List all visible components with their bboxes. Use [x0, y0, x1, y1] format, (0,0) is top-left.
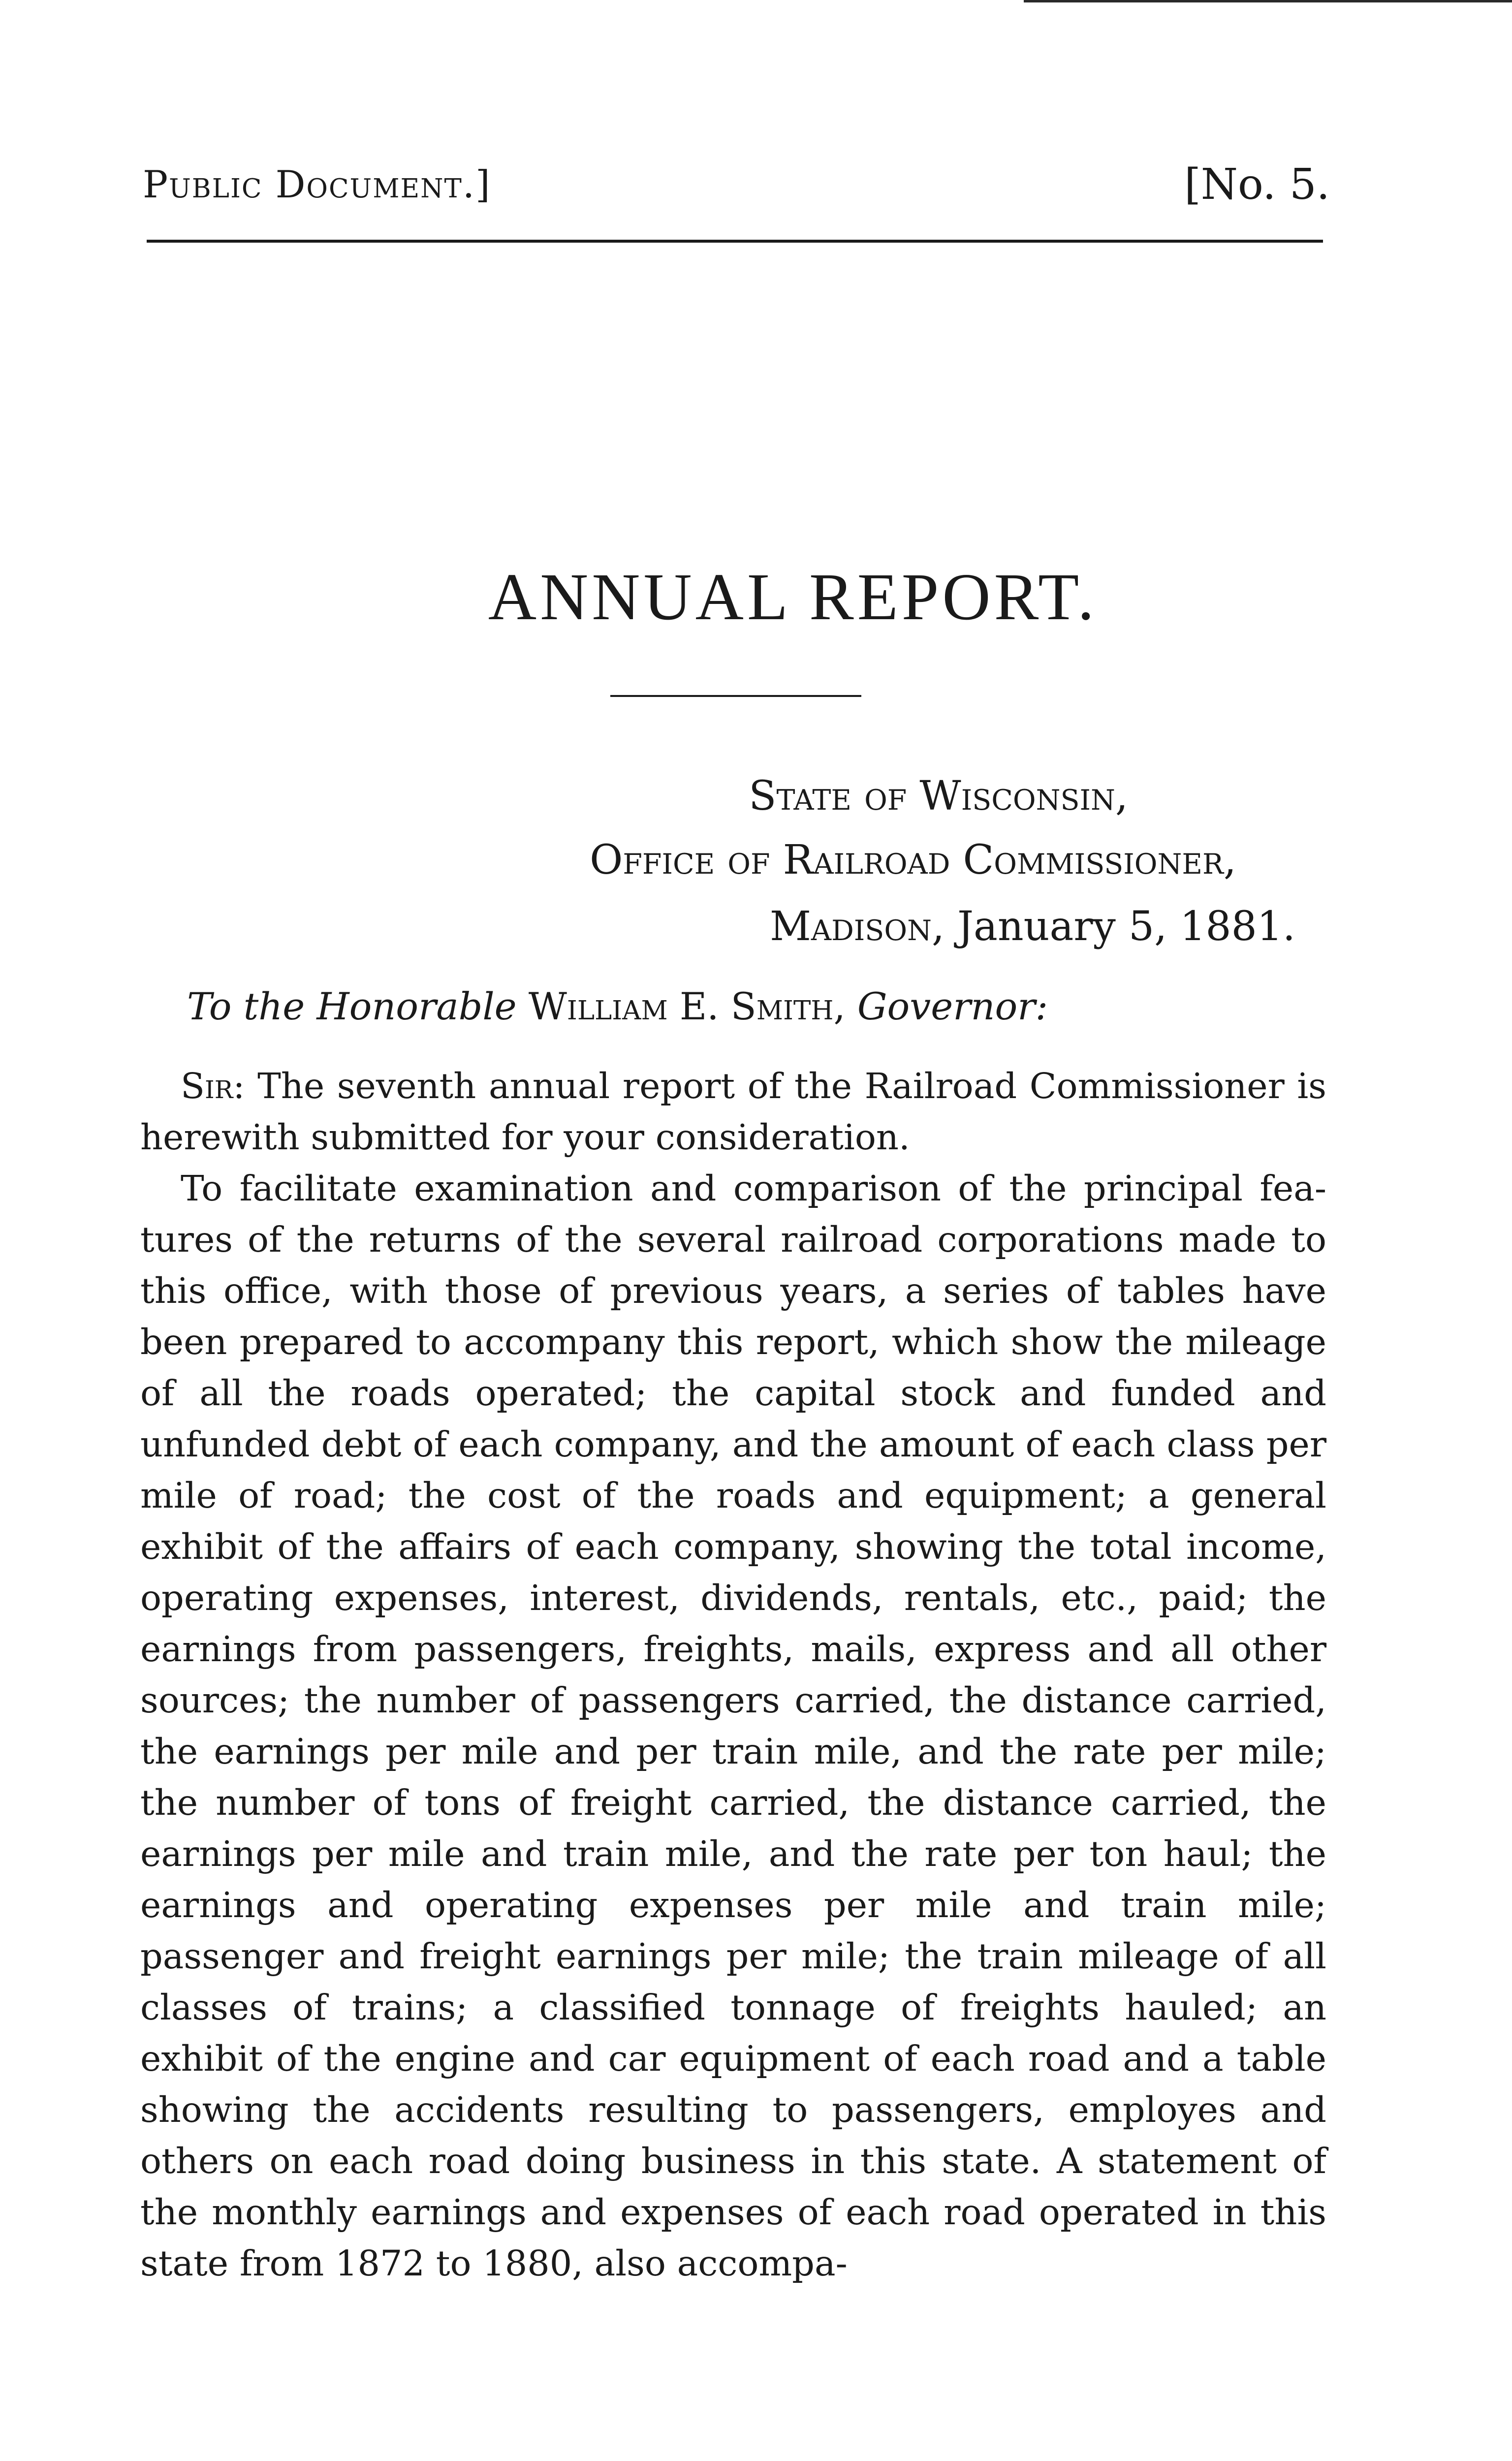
report-body — [140, 1061, 1326, 2289]
top-edge-rule — [1024, 0, 1512, 2]
page-title: ANNUAL REPORT. — [488, 560, 1098, 634]
salutation: Sir: — [181, 1066, 245, 1106]
addressee-line — [187, 984, 1048, 1028]
dateline-place: Madison, — [769, 903, 945, 950]
addressee-name: William E. Smith, — [516, 984, 846, 1028]
dateline-place-date — [770, 903, 1295, 950]
addressee-prefix: To the Honorable — [187, 984, 517, 1028]
addressee-title: Governor: — [845, 984, 1048, 1028]
paragraph-1 — [140, 1061, 1326, 1163]
paragraph-1-text: The seventh annual report of the Railroad Commissioner is herewith submitted for your consideration. — [140, 1066, 1326, 1158]
title-rule — [610, 695, 861, 697]
paragraph-2: To facilitate examination and comparison of the principal features of the returns of the several railroad corporations made to this office, with those of previous years, a series of tables have been prepared to accompany this report, which show the mileage of all the roads operated; the capital stock and funded and unfunded debt of each company, and the amount of each class per mile of road; the cost of the roads and equipment; a general exhibit of the affairs of each company, showing the total income, operating expenses, interest, dividends, rentals, etc., paid; the earnings from passengers, freights, mails, express and all other sources; the number of passengers carried, the distance carried, the earnings per mile and per train mile, and the rate per mile; the number of tons of freight carried, the distance carried, the earnings per mile and train mile, and the rate per ton haul; the earnings and operating expenses per mile and train mile; passenger and freight earnings per mile; the train mileage of all classes of trains; a classified tonnage of freights hauled; an exhibit of the engine and car equipment of each road and a table showing the accidents resulting to passengers, employes and others on each road doing business in this state. A statement of the monthly earnings and expenses of each road operated in this state from 1872 to 1880, also accompa- — [140, 1168, 1326, 2284]
header-rule — [147, 240, 1323, 243]
dateline-office: Office of Railroad Commissioner, — [590, 837, 1236, 883]
header-document-type: Public Document.] — [143, 162, 491, 206]
dateline-date: January 5, 1881. — [945, 903, 1295, 950]
header-document-number: [No. 5. — [1184, 160, 1330, 209]
dateline-state: State of Wisconsin, — [749, 773, 1128, 820]
